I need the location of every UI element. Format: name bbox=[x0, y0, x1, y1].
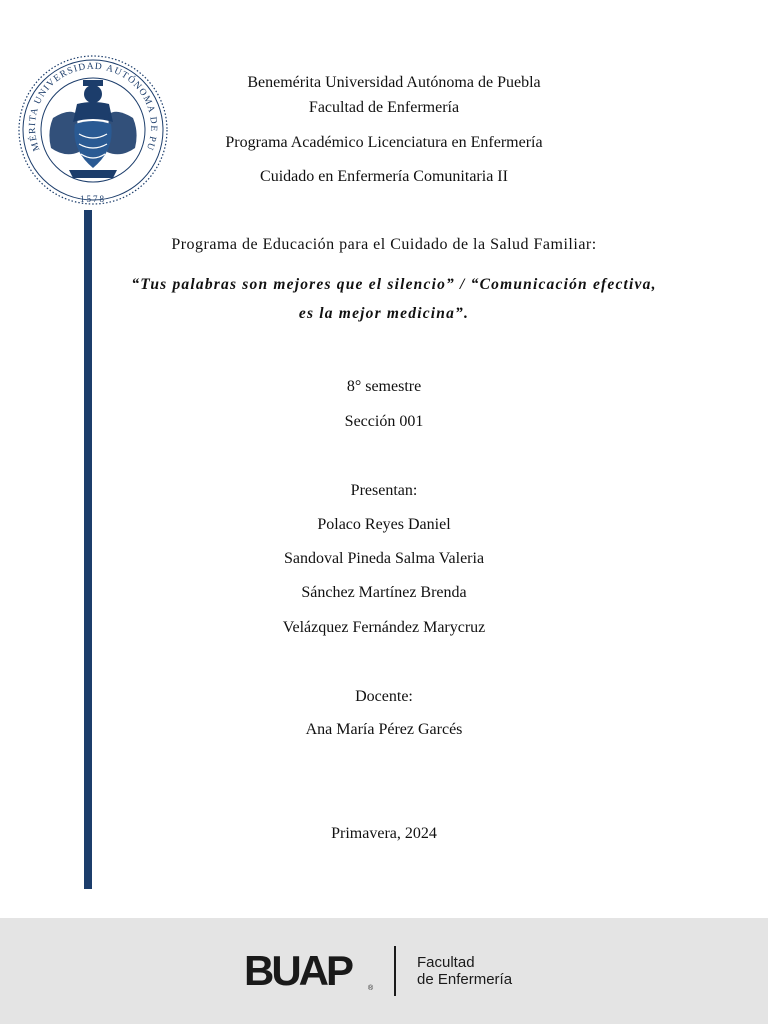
program-name: Programa Académico Licenciatura en Enfermería bbox=[225, 134, 543, 151]
university-name: Benemérita Universidad Autónoma de Puebla bbox=[247, 74, 541, 91]
registered-mark: ® bbox=[368, 985, 374, 992]
footer-faculty-line1: Facultad bbox=[417, 954, 475, 971]
quote-line-1: “Tus palabras son mejores que el silencio” / “Comunicación efectiva, bbox=[131, 276, 657, 293]
presenters-label: Presentan: bbox=[350, 482, 418, 499]
buap-logo: BUAP bbox=[244, 947, 352, 994]
footer-faculty bbox=[417, 954, 512, 988]
presenter-name: Sánchez Martínez Brenda bbox=[301, 584, 467, 601]
section: Sección 001 bbox=[344, 413, 424, 430]
semester: 8° semestre bbox=[346, 378, 422, 395]
seal-ring-text: MÉRITA UNIVERSIDAD AUTÓNOMA DE PU bbox=[27, 61, 159, 153]
education-program-title: Programa de Educación para el Cuidado de la Salud Familiar: bbox=[171, 236, 597, 253]
teacher-label: Docente: bbox=[355, 688, 413, 705]
footer-divider bbox=[394, 946, 396, 996]
date: Primavera, 2024 bbox=[331, 825, 437, 842]
course-name: Cuidado en Enfermería Comunitaria II bbox=[260, 168, 508, 185]
footer-faculty-line2: de Enfermería bbox=[417, 971, 513, 988]
seal-year: 1578 bbox=[80, 194, 106, 204]
faculty-name: Facultad de Enfermería bbox=[308, 99, 460, 116]
footer-band bbox=[0, 918, 768, 1024]
presenter-name: Polaco Reyes Daniel bbox=[317, 516, 451, 533]
quote-line-2: es la mejor medicina”. bbox=[298, 305, 470, 322]
teacher-name: Ana María Pérez Garcés bbox=[305, 721, 463, 738]
presenter-name: Velázquez Fernández Marycruz bbox=[282, 619, 486, 636]
presenter-name: Sandoval Pineda Salma Valeria bbox=[283, 550, 485, 567]
